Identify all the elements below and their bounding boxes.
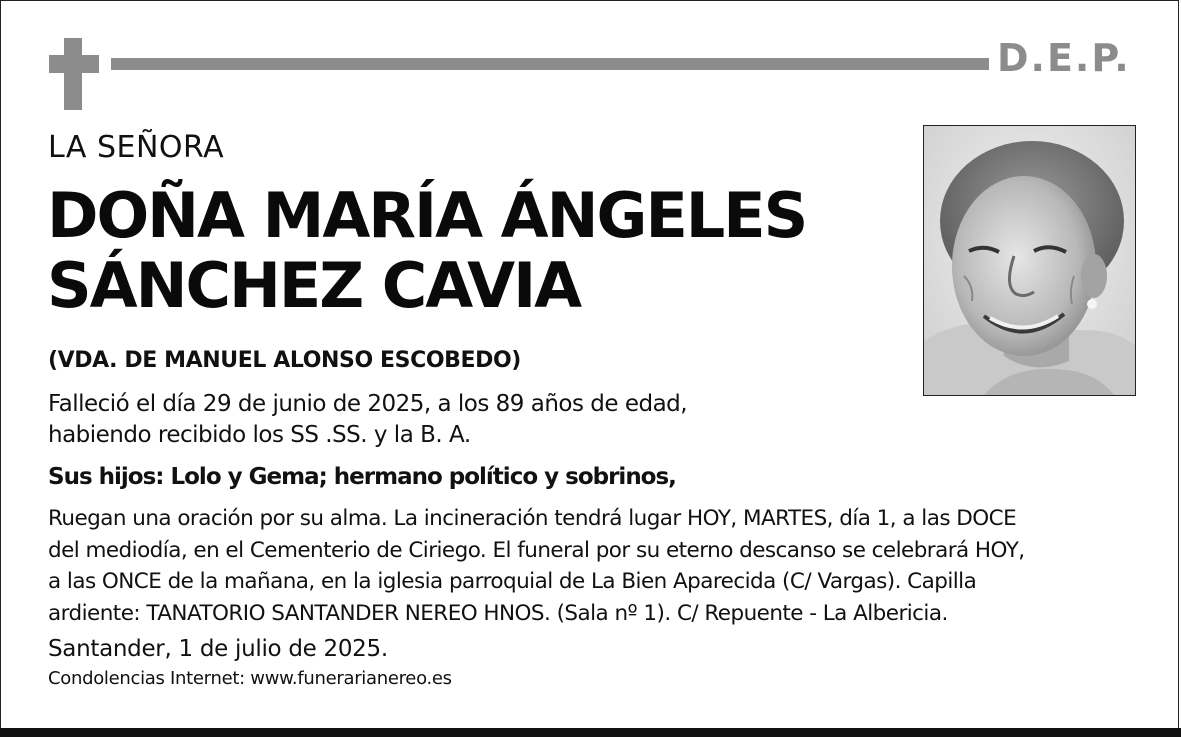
death-details-line2: habiendo recibido los SS .SS. y la B. A. <box>48 422 471 448</box>
header-rule <box>111 58 989 70</box>
latin-cross-icon-arm <box>49 55 99 73</box>
family-members: Sus hijos: Lolo y Gema; hermano político y sobrinos, <box>48 464 676 490</box>
portrait-illustration <box>924 126 1135 395</box>
honorific: LA SEÑORA <box>48 130 225 165</box>
widow-of: (VDA. DE MANUEL ALONSO ESCOBEDO) <box>48 348 521 373</box>
portrait-photo <box>923 125 1136 396</box>
deceased-name <box>47 181 806 321</box>
service-announcement <box>48 503 1025 629</box>
announcement-line: Ruegan una oración por su alma. La incineración tendrá lugar HOY, MARTES, día 1, a las DOCE <box>48 506 1017 531</box>
announcement-line: ardiente: TANATORIO SANTANDER NEREO HNOS. (Sala nº 1). C/ Repuente - La Albericia. <box>48 600 948 626</box>
dep-label: D.E.P. <box>997 36 1131 80</box>
death-details-line1: Falleció el día 29 de junio de 2025, a los 89 años de edad, <box>48 391 688 417</box>
place-and-date: Santander, 1 de julio de 2025. <box>48 636 388 662</box>
latin-cross-icon <box>64 38 82 110</box>
deceased-name-line1: DOÑA MARÍA ÁNGELES <box>47 179 807 252</box>
death-details <box>48 389 687 451</box>
announcement-line: del mediodía, en el Cementerio de Ciriego. El funeral por su eterno descanso se celebrará HOY, <box>48 537 1025 563</box>
announcement-line: a las ONCE de la mañana, en la iglesia parroquial de La Bien Aparecida (C/ Vargas). Capilla <box>48 569 977 594</box>
bottom-border <box>0 728 1181 737</box>
deceased-name-line2: SÁNCHEZ CAVIA <box>47 249 581 322</box>
condolences-website[interactable]: Condolencias Internet: www.funerarianereo.es <box>48 668 452 689</box>
